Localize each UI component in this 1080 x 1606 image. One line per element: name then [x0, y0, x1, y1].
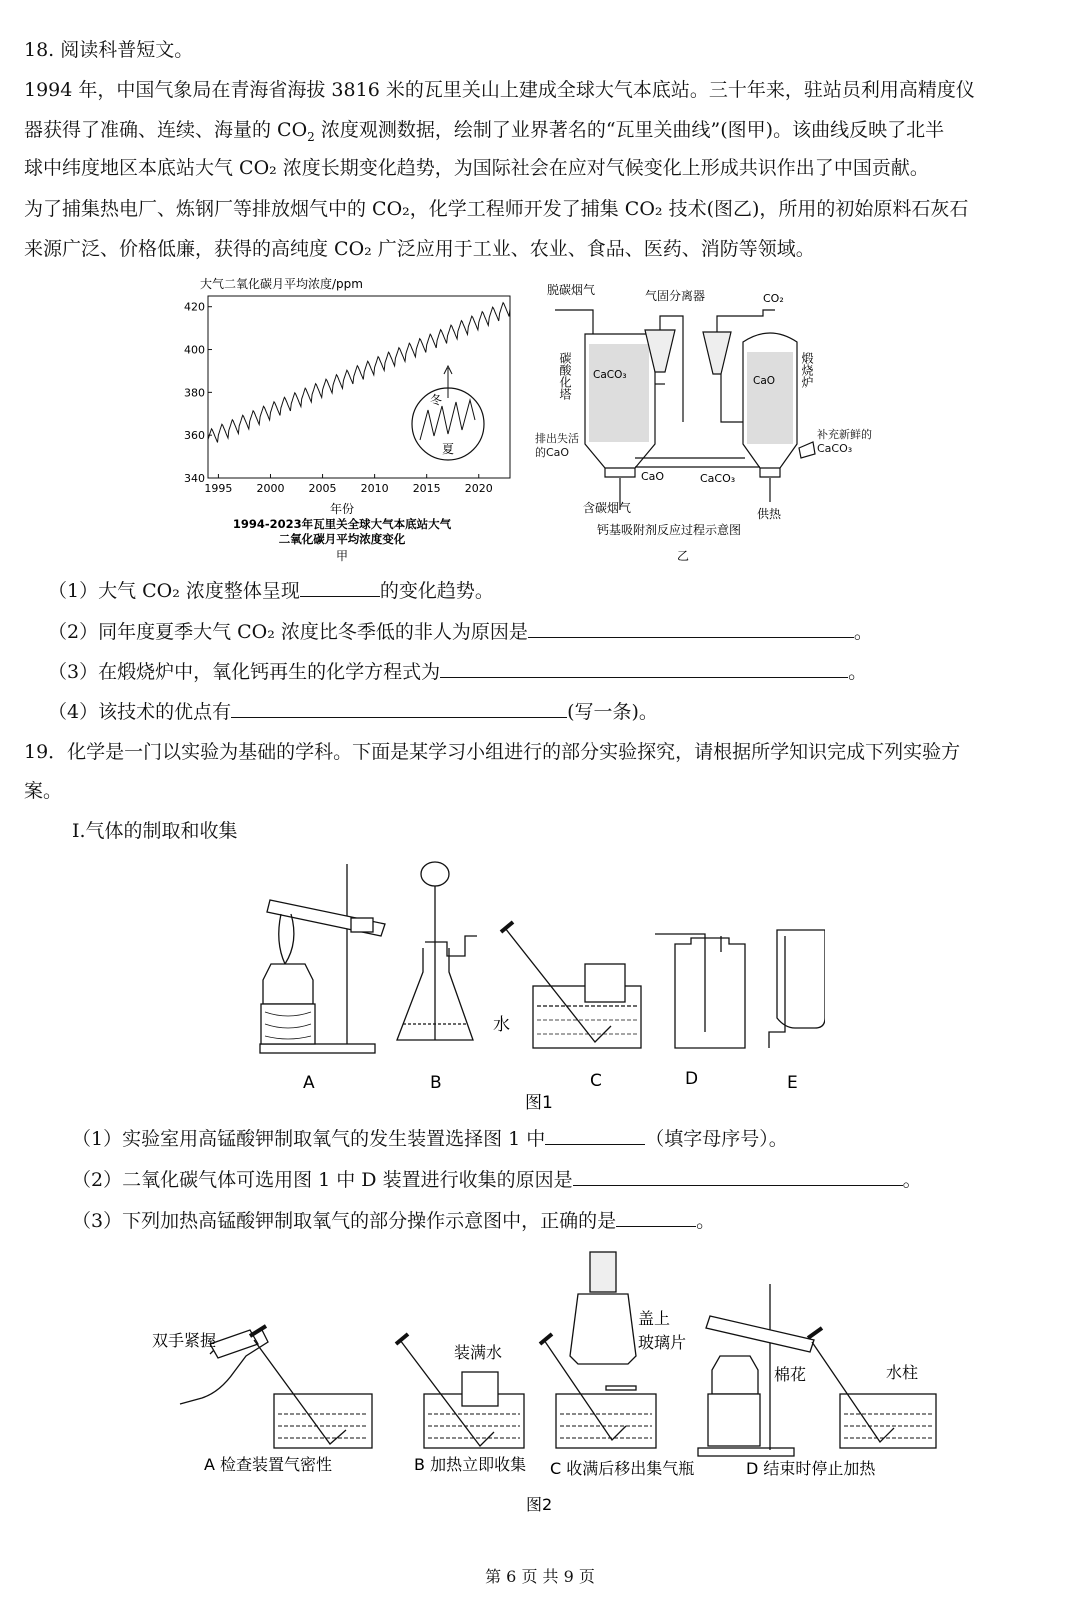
label-cao-in-calciner: CaO: [753, 375, 776, 387]
fig1-label-e: E: [787, 1073, 798, 1093]
label-gas-solid-separator: 气固分离器: [645, 289, 706, 303]
q19-answer-blank-2[interactable]: [573, 1167, 903, 1186]
y-tick-label: 340: [184, 472, 205, 485]
fig2-hands-label: 双手紧握: [152, 1331, 217, 1350]
label-caco3-flow: CaCO₃: [700, 472, 736, 485]
q19-question-2: （2）二氧化碳气体可选用图 1 中 D 装置进行收集的原因是 。: [72, 1169, 922, 1191]
chart-ylabel: 大气二氧化碳月平均浓度/ppm: [200, 277, 363, 291]
y-tick-label: 360: [184, 429, 205, 443]
inset-winter-label: 冬: [430, 393, 443, 407]
q18-question-2: （2）同年度夏季大气 CO₂ 浓度比冬季低的非人为原因是 。: [48, 621, 873, 643]
y-tick-label: 420: [184, 300, 205, 314]
label-carbonation-tower: 碳酸化塔: [558, 352, 572, 400]
q19-answer-blank-3[interactable]: [616, 1208, 696, 1227]
chart-caption-line2: 二氧化碳月平均浓度变化: [278, 532, 406, 546]
q18-question-3: （3）在煅烧炉中，氧化钙再生的化学方程式为 。: [48, 661, 868, 683]
label-co2-out: CO₂: [763, 292, 784, 305]
diagram-caption: 钙基吸附剂反应过程示意图: [597, 523, 742, 537]
fig2-fill-water-label: 装满水: [454, 1343, 503, 1362]
q19-title-line1: 19．化学是一门以实验为基础的学科。下面是某学习小组进行的部分实验探究，请根据所学知识完成下列实验方: [24, 741, 961, 763]
fig1-label-d: D: [685, 1069, 699, 1089]
label-cao-flow: CaO: [641, 470, 665, 483]
q18-question-1: （1）大气 CO₂ 浓度整体呈现 的变化趋势。: [48, 580, 494, 602]
q19-title-line2: 案。: [24, 780, 63, 802]
q19-question-3: （3）下列加热高锰酸钾制取氧气的部分操作示意图中，正确的是 。: [72, 1210, 716, 1232]
fig1-label-c: C: [590, 1071, 602, 1091]
q18-paragraph1-line3: 球中纬度地区本底站大气 CO₂ 浓度长期变化趋势，为国际社会在应对气候变化上形成共识作出了中国贡献。: [24, 157, 929, 179]
chart-xlabel: 年份: [329, 502, 355, 516]
x-tick-label: 1995: [204, 482, 233, 495]
x-tick-label: 2005: [308, 482, 337, 495]
label-decarbonized-flue-gas: 脱碳烟气: [547, 283, 596, 297]
fig2-caption: 图2: [526, 1495, 553, 1514]
fig1-water-label: 水: [493, 1015, 510, 1035]
calcium-sorbent-diagram: [535, 272, 875, 572]
q18-paragraph2-line1: 为了捕集热电厂、炼钢厂等排放烟气中的 CO₂，化学工程师开发了捕集 CO₂ 技术(图乙)，所用的初始原料石灰石: [24, 198, 969, 220]
q18-paragraph1-line2: 器获得了准确、连续、海量的 $CO_2$ 浓度观测数据，绘制了业界著名的“瓦里关曲线”(图甲)。该曲线反映了北半: [24, 119, 945, 144]
label-carbon-flue-gas: 含碳烟气: [583, 501, 632, 515]
co2-concentration-chart: [180, 270, 520, 570]
figure-1-apparatus: [255, 852, 825, 1112]
q19-answer-blank-1[interactable]: [545, 1126, 645, 1145]
q18-answer-blank-3[interactable]: [440, 659, 848, 678]
fig2-water-column-label: 水柱: [886, 1363, 919, 1382]
seasonal-inset: [412, 366, 484, 460]
fig1-label-b: B: [430, 1073, 442, 1093]
y-tick-label: 400: [184, 343, 205, 357]
x-tick-label: 2015: [412, 482, 441, 495]
diagram-tag: 乙: [677, 549, 690, 563]
q19-question-1: （1）实验室用高锰酸钾制取氧气的发生装置选择图 1 中 （填字母序号）。: [72, 1128, 788, 1150]
fig2-caption-a: A 检查装置气密性: [204, 1455, 333, 1474]
fig2-cover-label-2: 玻璃片: [638, 1333, 687, 1352]
q18-title: 18. 阅读科普短文。: [24, 39, 194, 61]
q18-answer-blank-4[interactable]: [231, 699, 567, 718]
q18-paragraph1-line1: 1994 年，中国气象局在青海省海拔 3816 米的瓦里关山上建成全球大气本底站。三十年来，驻站员利用高精度仪: [24, 79, 975, 101]
label-heat-supply: 供热: [757, 507, 782, 521]
y-tick-label: 380: [184, 386, 205, 400]
chart-tag: 甲: [335, 549, 349, 563]
x-tick-label: 2010: [360, 482, 389, 495]
inset-summer-label: 夏: [442, 442, 455, 456]
fig2-cover-label-1: 盖上: [638, 1309, 671, 1328]
q18-answer-blank-1[interactable]: [300, 578, 380, 597]
q18-answer-blank-2[interactable]: [528, 619, 854, 638]
figure-2-operations: [150, 1244, 950, 1524]
label-supplement-fresh-caco3: 补充新鲜的CaCO₃: [817, 428, 872, 455]
q18-question-4: （4）该技术的优点有 (写一条)。: [48, 701, 658, 723]
fig2-cotton-label: 棉花: [774, 1365, 807, 1384]
label-calciner: 煅烧炉: [800, 352, 814, 388]
x-tick-label: 2020: [464, 482, 493, 495]
q18-paragraph2-line2: 来源广泛、价格低廉，获得的高纯度 CO₂ 广泛应用于工业、农业、食品、医药、消防等领域。: [24, 238, 815, 260]
fig1-caption: 图1: [525, 1093, 553, 1112]
fig2-caption-b: B 加热立即收集: [414, 1455, 527, 1474]
label-discharge-inactive-cao: 排出失活的CaO: [535, 432, 579, 459]
label-caco3-in-tower: CaCO₃: [593, 369, 627, 381]
x-tick-label: 2000: [256, 482, 285, 495]
q19-section-heading: Ⅰ.气体的制取和收集: [72, 820, 238, 842]
fig2-caption-d: D 结束时停止加热: [746, 1459, 876, 1478]
fig2-caption-c: C 收满后移出集气瓶: [550, 1459, 695, 1478]
chart-x-ticks: [204, 474, 492, 495]
fig1-label-a: A: [303, 1073, 315, 1093]
page-footer: 第 6 页 共 9 页: [485, 1567, 595, 1586]
chart-caption-line1: 1994-2023年瓦里关全球大气本底站大气: [232, 517, 452, 531]
